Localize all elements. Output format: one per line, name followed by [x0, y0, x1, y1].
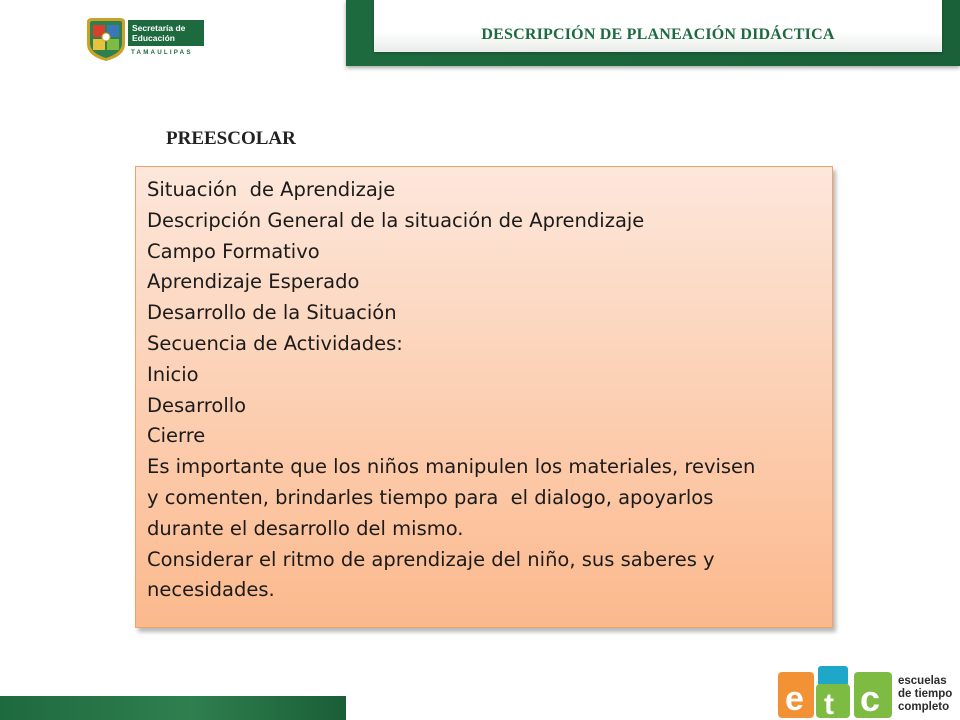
footer-bar: [0, 696, 346, 720]
etc-line-2: de tiempo: [898, 688, 953, 700]
content-line: Secuencia de Actividades:: [147, 331, 403, 355]
content-line: y comenten, brindarles tiempo para el dialogo, apoyarlos: [147, 485, 714, 509]
content-line: Desarrollo de la Situación: [147, 301, 397, 325]
content-line: durante el desarrollo del mismo.: [147, 516, 464, 540]
svg-text:c: c: [860, 678, 881, 719]
logo-line-3: TAMAULIPAS: [131, 49, 193, 56]
content-line: necesidades.: [147, 578, 275, 602]
tamaulipas-seal-icon: [87, 18, 125, 61]
section-label: PREESCOLAR: [166, 128, 296, 149]
content-line: Situación de Aprendizaje: [147, 178, 396, 201]
content-line: Considerar el ritmo de aprendizaje del niño, sus saberes y: [147, 547, 715, 571]
secretaria-educacion-logo: [84, 16, 206, 62]
content-line: Aprendizaje Esperado: [147, 270, 360, 294]
etc-icon: [778, 666, 892, 720]
logo-line-2: Educación: [132, 33, 175, 43]
header-plate: [374, 0, 942, 52]
etc-line-3: completo: [898, 701, 950, 713]
content-line: Descripción General de la situación de Aprendizaje: [147, 208, 645, 232]
content-line: Desarrollo: [147, 393, 247, 417]
svg-text:e: e: [785, 680, 804, 718]
content-box: [135, 166, 833, 628]
page-title: DESCRIPCIÓN DE PLANEACIÓN DIDÁCTICA: [481, 26, 835, 43]
content-line: Inicio: [147, 362, 199, 386]
content-line: Cierre: [147, 424, 206, 448]
logo-line-1: Secretaría de: [132, 23, 186, 33]
content-line: Es importante que los niños manipulen los materiales, revisen: [147, 455, 756, 479]
content-line: Campo Formativo: [147, 239, 320, 263]
svg-text:t: t: [824, 688, 834, 720]
etc-line-1: escuelas: [898, 675, 947, 687]
escuelas-tiempo-completo-logo: [778, 666, 960, 720]
